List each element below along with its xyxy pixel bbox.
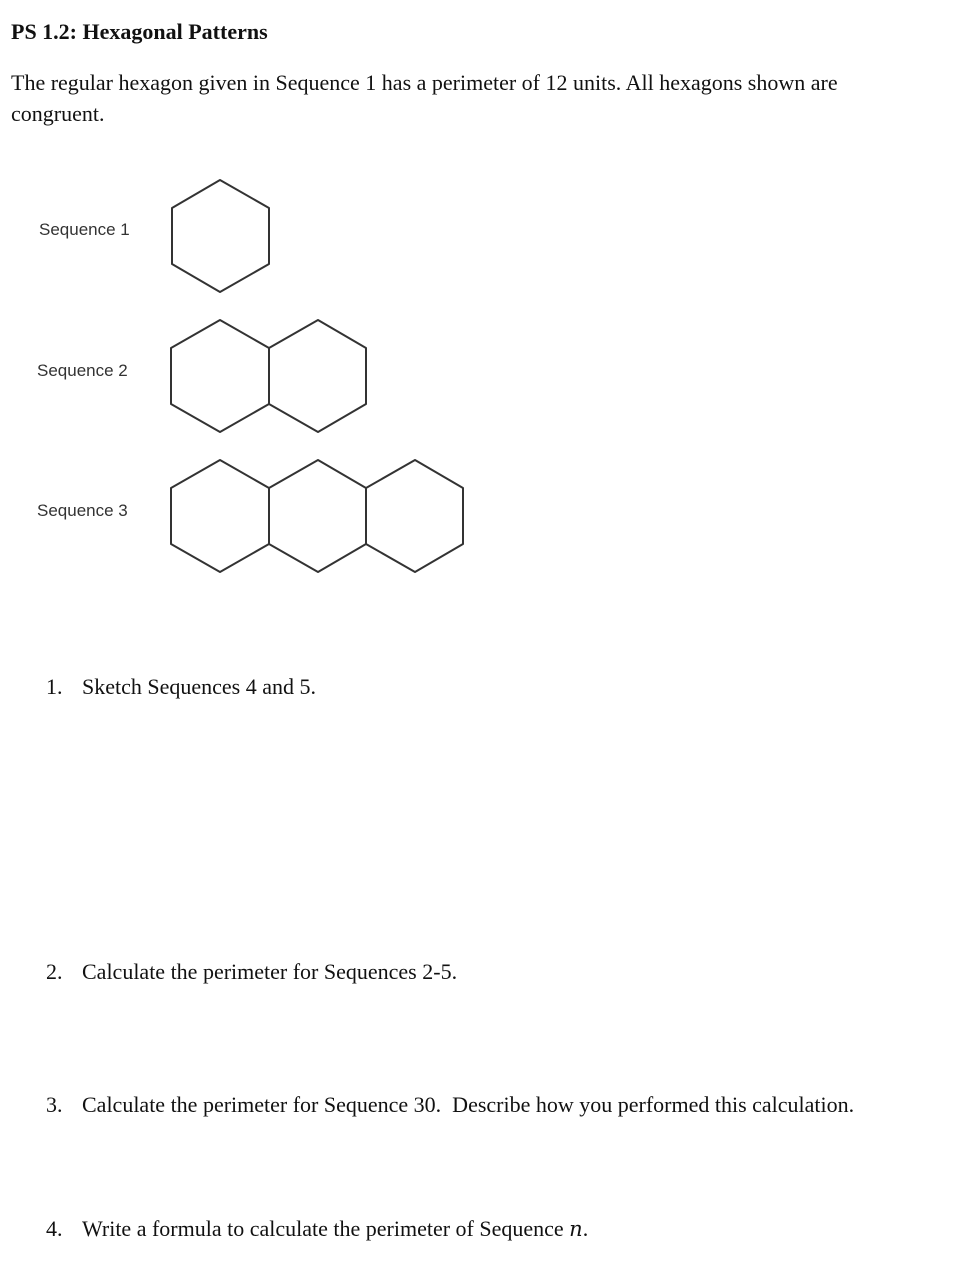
page-title: PS 1.2: Hexagonal Patterns xyxy=(11,19,268,44)
question-1 xyxy=(46,673,316,701)
question-text: Calculate the perimeter for Sequence 30. Describe how you performed this calculation. xyxy=(82,1092,855,1117)
sequence-3-hexagons xyxy=(171,460,463,572)
variable-n: n xyxy=(569,1217,583,1241)
sequence-2-label: Sequence 2 xyxy=(37,361,128,380)
question-text: Sketch Sequences 4 and 5. xyxy=(82,674,316,699)
hexagon-sequences-figure xyxy=(0,0,958,620)
question-suffix: . xyxy=(582,1216,589,1241)
intro-paragraph: The regular hexagon given in Sequence 1 has a perimeter of 12 units. All hexagons shown are congruent. xyxy=(11,70,838,126)
question-number: 4. xyxy=(46,1216,63,1241)
question-text: Write a formula to calculate the perimeter of Sequence xyxy=(82,1216,570,1241)
hexagon xyxy=(269,320,366,432)
question-3 xyxy=(46,1091,854,1119)
sequence-3-label: Sequence 3 xyxy=(37,501,128,520)
question-2 xyxy=(46,958,457,986)
hexagon xyxy=(172,180,269,292)
question-text: Calculate the perimeter for Sequences 2-5. xyxy=(82,959,458,984)
sequence-1-label: Sequence 1 xyxy=(39,220,130,239)
question-4 xyxy=(46,1215,588,1243)
sequence-1-hexagons xyxy=(172,180,269,292)
hexagon xyxy=(171,460,269,572)
question-number: 1. xyxy=(46,674,63,699)
hexagon xyxy=(366,460,463,572)
hexagon xyxy=(171,320,269,432)
sequence-2-hexagons xyxy=(171,320,366,432)
hexagon xyxy=(269,460,366,572)
question-number: 2. xyxy=(46,959,63,984)
question-number: 3. xyxy=(46,1092,63,1117)
